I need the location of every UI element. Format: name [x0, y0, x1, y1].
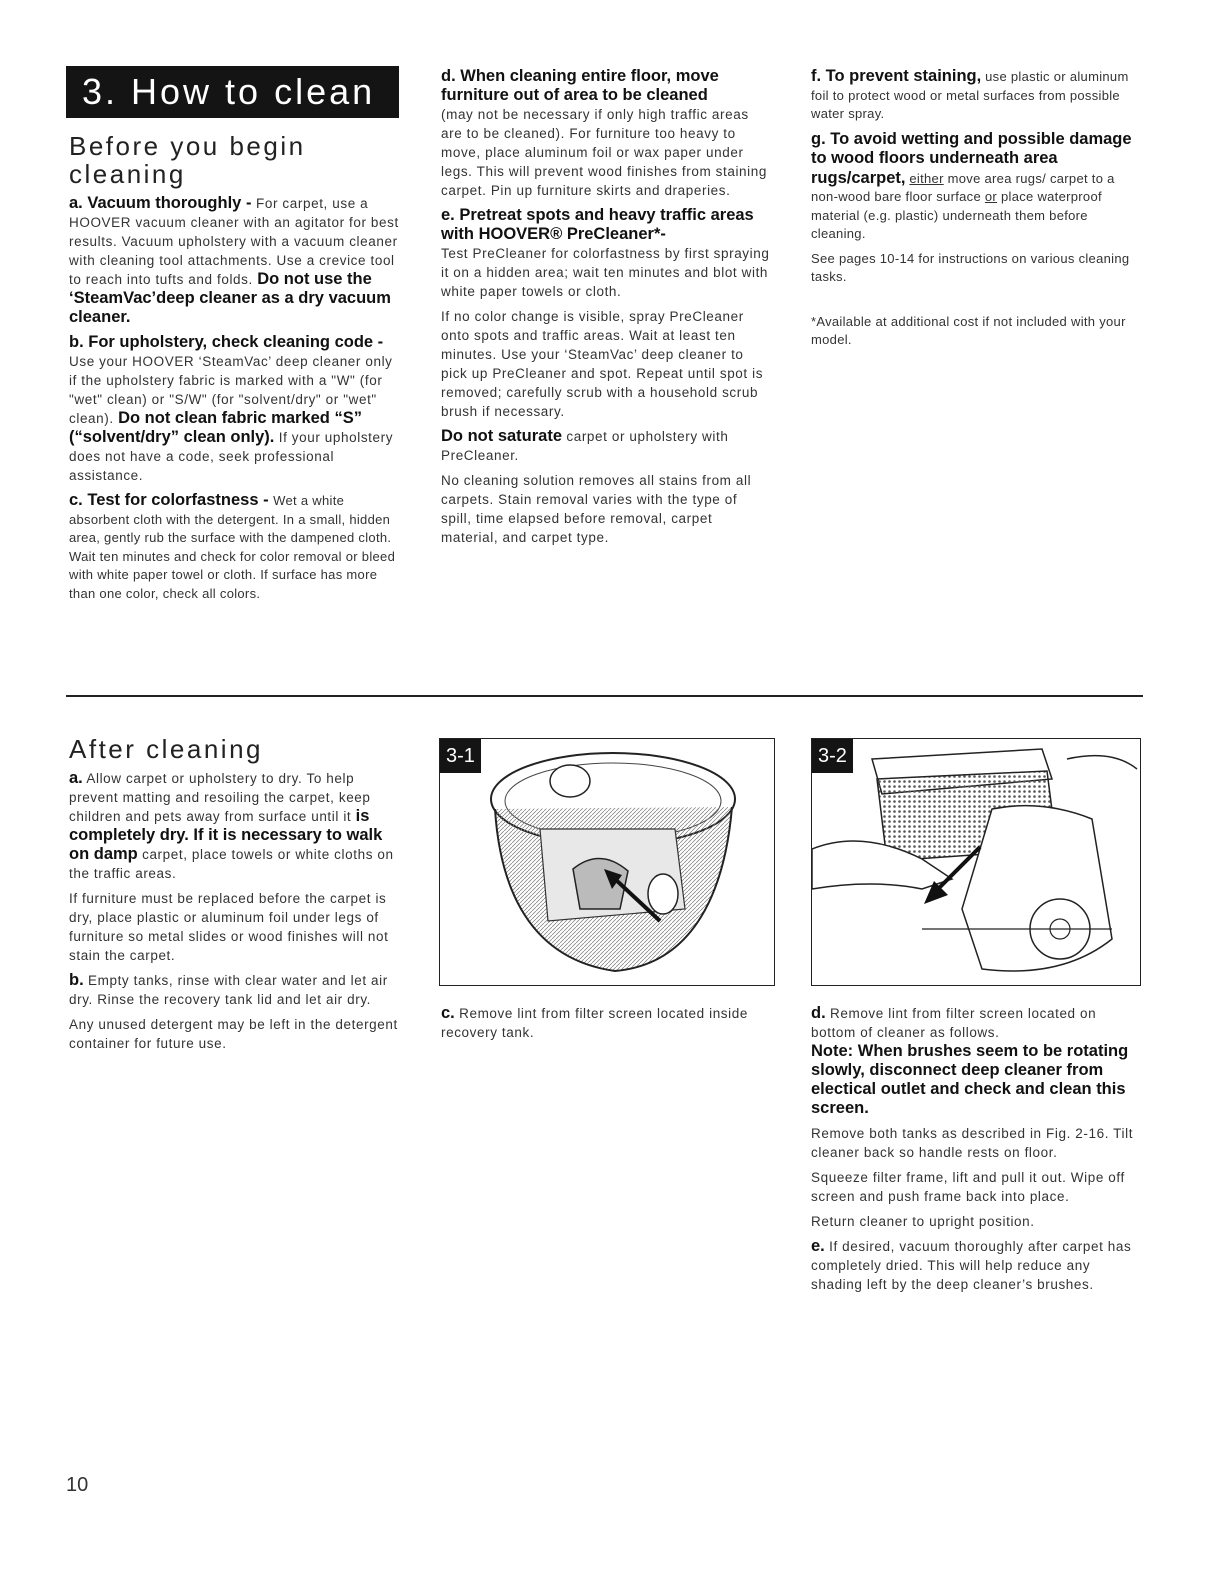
caption-squeeze: Squeeze filter frame, lift and pull it out. Wipe off screen and push frame back into place.	[811, 1170, 1125, 1204]
before-item-c	[69, 491, 399, 603]
figure-3-1-caption-column	[441, 1004, 771, 1048]
middle-column	[441, 67, 771, 553]
filter-screen-illustration	[812, 739, 1141, 986]
right-item-f	[811, 67, 1141, 124]
before-b-text: Use your HOOVER ‘SteamVac’ deep cleaner only if the upholstery fabric is marked with a "W" (for "wet" clean) or "S/W" (for "solvent/dry" or "wet" clean).	[69, 354, 393, 426]
caption-c-text: Remove lint from filter screen located inside recovery tank.	[441, 1006, 748, 1040]
right-f-text: use plastic or aluminum foil to protect wood or metal surfaces from possible water spray.	[811, 69, 1129, 121]
right-see-pages: See pages 10-14 for instructions on various cleaning tasks.	[811, 250, 1130, 284]
figure-3-1-tag: 3-1	[440, 739, 481, 773]
right-item-g	[811, 130, 1141, 244]
middle-saturate-bold: Do not saturate	[441, 427, 563, 445]
middle-item-d	[441, 67, 771, 200]
after-b-text: Empty tanks, rinse with clear water and let air dry. Rinse the recovery tank lid and let air dry.	[69, 973, 388, 1007]
section-divider	[66, 695, 1143, 697]
before-b-label: b. For upholstery, check cleaning code -	[69, 333, 384, 351]
middle-d-label: d. When cleaning entire floor, move furniture out of area to be cleaned	[441, 67, 719, 104]
middle-e-text: Test PreCleaner for colorfastness by first spraying it on a hidden area; wait ten minutes and blot with white paper towels or cloth.	[441, 246, 770, 299]
before-item-b	[69, 333, 399, 485]
section-title: 3. How to clean	[82, 71, 376, 112]
right-g-text1: move area rugs/ carpet to a non-wood bare floor surface	[811, 170, 1115, 204]
figure-3-2-tag: 3-2	[812, 739, 853, 773]
caption-remove: Remove both tanks as described in Fig. 2-16. Tilt cleaner back so handle rests on floor.	[811, 1126, 1134, 1160]
figure-3-2-caption-column	[811, 1004, 1141, 1300]
middle-saturate	[441, 427, 771, 465]
before-a-bold: Do not use the ‘SteamVac’deep cleaner as a dry vacuum cleaner.	[69, 270, 391, 326]
before-c-text: Wet a white absorbent cloth with the detergent. In a small, hidden area, gently rub the surface with the dampened cloth. Wait ten minutes and check for color removal or bleed with white paper towel or cloth. If surface has more than one color, check all colors.	[69, 493, 396, 601]
after-a-label: a.	[69, 769, 83, 787]
middle-item-e	[441, 206, 771, 301]
caption-e-label: e.	[811, 1237, 825, 1255]
before-heading-line1: Before you begin	[69, 131, 306, 161]
figure-3-1	[439, 738, 775, 986]
right-f-label: f. To prevent staining,	[811, 67, 982, 85]
section-banner	[66, 66, 399, 118]
figure-3-2	[811, 738, 1141, 986]
middle-d-text: (may not be necessary if only high traffic areas are to be cleaned). For furniture too heavy to move, place aluminum foil or wax paper under legs. This will prevent wood finishes from staining carpet. Pin up furniture skirts and draperies.	[441, 107, 767, 198]
recovery-tank-illustration	[440, 739, 775, 986]
right-g-label: g. To avoid wetting and possible damage to wood floors underneath area rugs/carpet,	[811, 129, 1132, 187]
before-item-a	[69, 194, 399, 327]
after-a-bold: is completely dry. If it is necessary to walk on damp	[69, 807, 383, 863]
before-b-text2: If your upholstery does not have a code, seek professional assistance.	[69, 430, 394, 483]
caption-note: Note: When brushes seem to be rotating slowly, disconnect deep cleaner from electical outlet and check and clean this screen.	[811, 1042, 1129, 1117]
after-a-text2: carpet, place towels or white cloths on the traffic areas.	[69, 847, 394, 881]
before-cleaning-column	[69, 132, 399, 609]
after-item-a	[69, 769, 399, 883]
before-b-bold: Do not clean fabric marked “S” (“solvent/dry” clean only).	[69, 409, 362, 446]
caption-e-text: If desired, vacuum thoroughly after carpet has completely dried. This will help reduce any shading left by the deep cleaner’s brushes.	[811, 1239, 1132, 1292]
page-number: 10	[66, 1474, 89, 1496]
caption-d	[811, 1004, 1141, 1042]
right-g-either: either	[909, 170, 944, 186]
after-b-label: b.	[69, 971, 84, 989]
middle-e-label: e. Pretreat spots and heavy traffic areas with HOOVER® PreCleaner*-	[441, 206, 754, 243]
caption-c-label: c.	[441, 1004, 455, 1022]
after-a-text: Allow carpet or upholstery to dry. To help prevent matting and resoiling the carpet, keep children and pets away from surface until it	[69, 771, 371, 824]
caption-d-label: d.	[811, 1004, 826, 1022]
after-item-b	[69, 971, 399, 1009]
right-footnote: *Available at additional cost if not included with your model.	[811, 313, 1126, 347]
right-g-or: or	[984, 189, 998, 204]
before-a-label: a. Vacuum thoroughly -	[69, 194, 257, 212]
before-heading-line2: cleaning	[69, 159, 186, 189]
caption-d-text: Remove lint from filter screen located on bottom of cleaner as follows.	[811, 1006, 1097, 1040]
right-column	[811, 67, 1141, 350]
after-furniture: If furniture must be replaced before the carpet is dry, place plastic or aluminum foil under legs of furniture so metal slides or wood finishes will not stain the carpet.	[69, 891, 389, 963]
caption-c	[441, 1004, 771, 1042]
middle-stains: No cleaning solution removes all stains from all carpets. Stain removal varies with the type of spill, time elapsed before removal, carpet material, and carpet type.	[441, 473, 752, 545]
right-g-text2: place waterproof material (e.g. plastic) underneath them before cleaning.	[811, 189, 1102, 241]
after-cleaning-column	[69, 735, 399, 1059]
middle-e-text2: If no color change is visible, spray PreCleaner onto spots and traffic areas. Wait at least ten minutes. Use your ‘SteamVac’ deep cleaner to pick up PreCleaner and spot. Repeat until spot is removed; carefully scrub with a household scrub brush if necessary.	[441, 309, 764, 419]
caption-e	[811, 1237, 1141, 1294]
after-unused: Any unused detergent may be left in the detergent container for future use.	[69, 1017, 398, 1051]
after-heading: After cleaning	[69, 734, 263, 764]
before-c-label: c. Test for colorfastness -	[69, 491, 274, 509]
middle-saturate-text: carpet or upholstery with PreCleaner.	[441, 429, 729, 463]
caption-return: Return cleaner to upright position.	[811, 1214, 1035, 1229]
before-a-text: For carpet, use a HOOVER vacuum cleaner with an agitator for best results. Vacuum upholstery with a vacuum cleaner with cleaning tool attachments. Use a crevice tool to reach into tufts and folds.	[69, 196, 399, 287]
